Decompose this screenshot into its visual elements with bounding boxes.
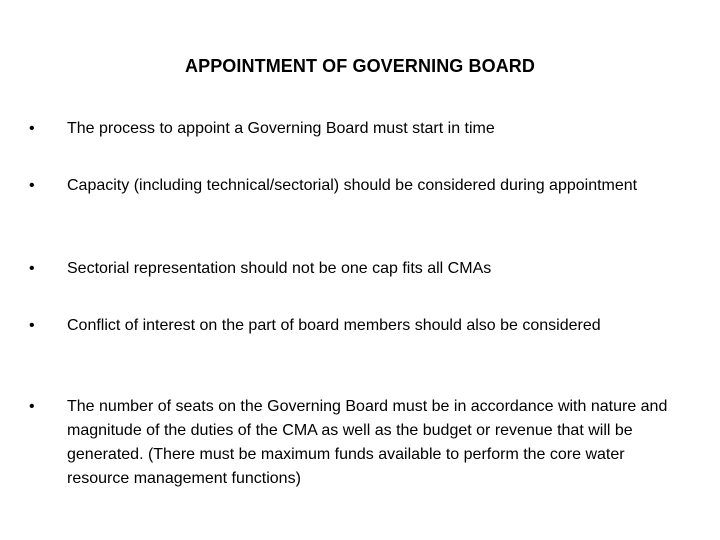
bullet-item [29,174,679,198]
bullet-item [29,395,679,491]
bullet-text: Sectorial representation should not be one cap fits all CMAs [67,260,492,277]
bullet-item [29,117,679,141]
bullet-icon: • [29,398,35,415]
bullet-text: Capacity (including technical/sectorial) should be considered during appointment [67,177,638,194]
bullet-item [29,314,679,338]
bullet-text: The process to appoint a Governing Board must start in time [67,120,495,137]
bullet-text: Conflict of interest on the part of board members should also be considered [67,317,601,334]
bullet-icon: • [29,317,35,334]
bullet-icon: • [29,260,35,277]
slide-title: APPOINTMENT OF GOVERNING BOARD [184,56,535,76]
bullet-icon: • [29,177,35,194]
bullet-icon: • [29,120,35,137]
bullet-text: The number of seats on the Governing Board must be in accordance with nature and magnitude of the duties of the CMA as well as the budget or revenue that will be generated. (There must be maximum funds available to perform the core water resource management functions) [67,398,668,487]
bullet-item [29,257,679,281]
